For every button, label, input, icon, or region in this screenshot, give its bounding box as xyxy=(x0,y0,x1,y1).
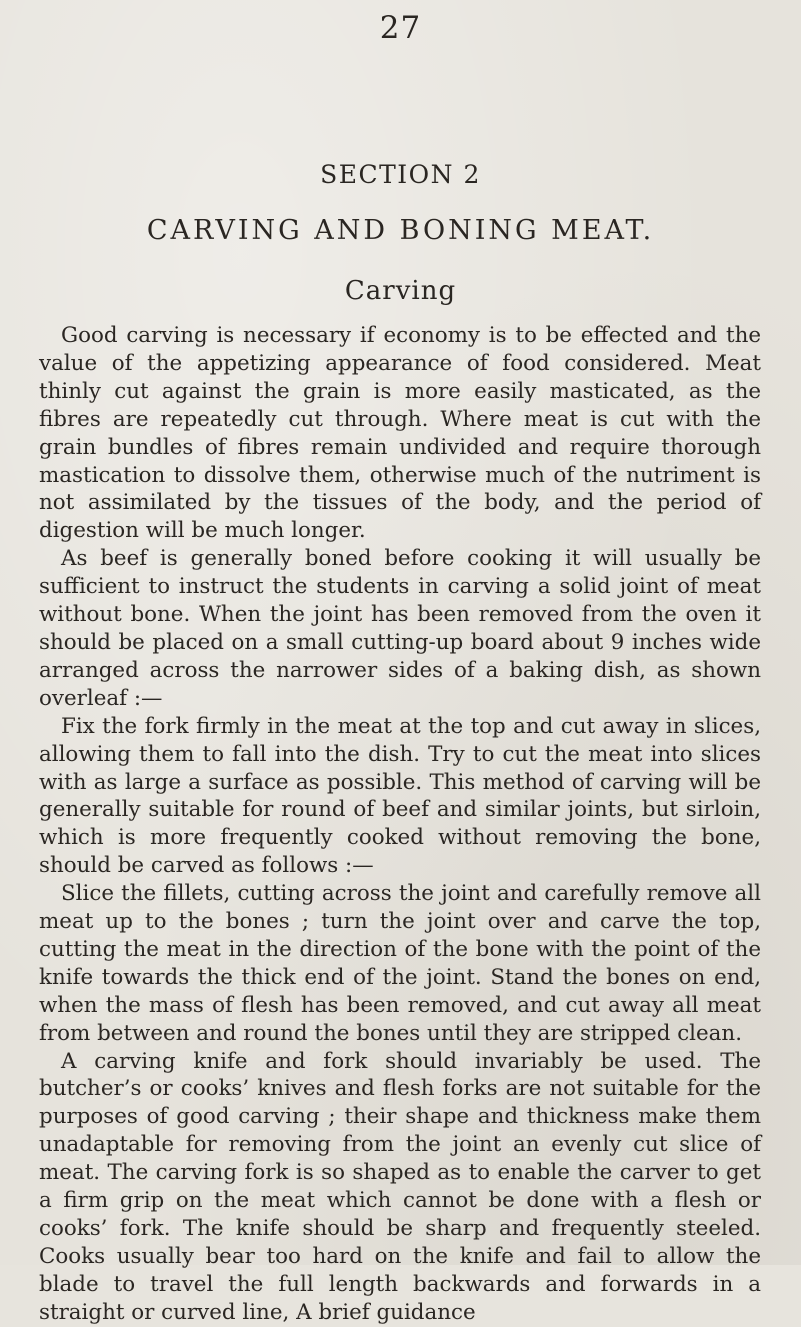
paragraph: Good carving is necessary if economy is to be effected and the value of the appetizing appearance of food considered. Meat thinly cut against the grain is more easily masticated, as the fibres are repeatedly cut through. Where meat is cut with the grain bundles of fibres remain undivided and require thorough mastication to dissolve them, otherwise much of the nutriment is not assimilated by the tissues of the body, and the period of digestion will be much longer. xyxy=(39,323,761,544)
subheading: Carving xyxy=(344,276,457,306)
paragraph: A carving knife and fork should invariably be used. The butcher’s or cooks’ knives and flesh forks are not suitable for the purposes of good carving ; their shape and thickness make them unadaptable for removing from the joint an evenly cut slice of meat. The carving fork is so shaped as to enable the carver to get a firm grip on the meat which cannot be done with a flesh or cooks’ fork. The knife should be sharp and frequently steeled. Cooks usually bear too hard on the knife and fail to allow the blade to travel the full length backwards and forwards in a straight or curved line, A brief guidance xyxy=(39,1048,761,1325)
chapter-title: CARVING AND BONING MEAT. xyxy=(146,215,655,246)
body-text xyxy=(39,322,761,1327)
paragraph: Slice the fillets, cutting across the joint and carefully remove all meat up to the bones ; turn the joint over and carve the top, cutting the meat in the direction of the bone with the point of the knife towards the thick end of the joint. Stand the bones on end, when the mass of flesh has been removed, and cut away all meat from between and round the bones until they are stripped clean. xyxy=(39,881,761,1046)
paragraph: As beef is generally boned before cooking it will usually be sufficient to instruct the students in carving a solid joint of meat without bone. When the joint has been removed from the oven it should be placed on a small cutting-up board about 9 inches wide arranged across the narrower sides of a baking dish, as shown overleaf :— xyxy=(39,546,761,711)
section-label: SECTION 2 xyxy=(320,160,481,189)
page-number: 27 xyxy=(379,10,422,46)
paragraph: Fix the fork firmly in the meat at the top and cut away in slices, allowing them to fall into the dish. Try to cut the meat into slices with as large a surface as possible. This method of carving will be generally suitable for round of beef and similar joints, but sirloin, which is more frequently cooked without removing the bone, should be carved as follows :— xyxy=(39,713,761,879)
